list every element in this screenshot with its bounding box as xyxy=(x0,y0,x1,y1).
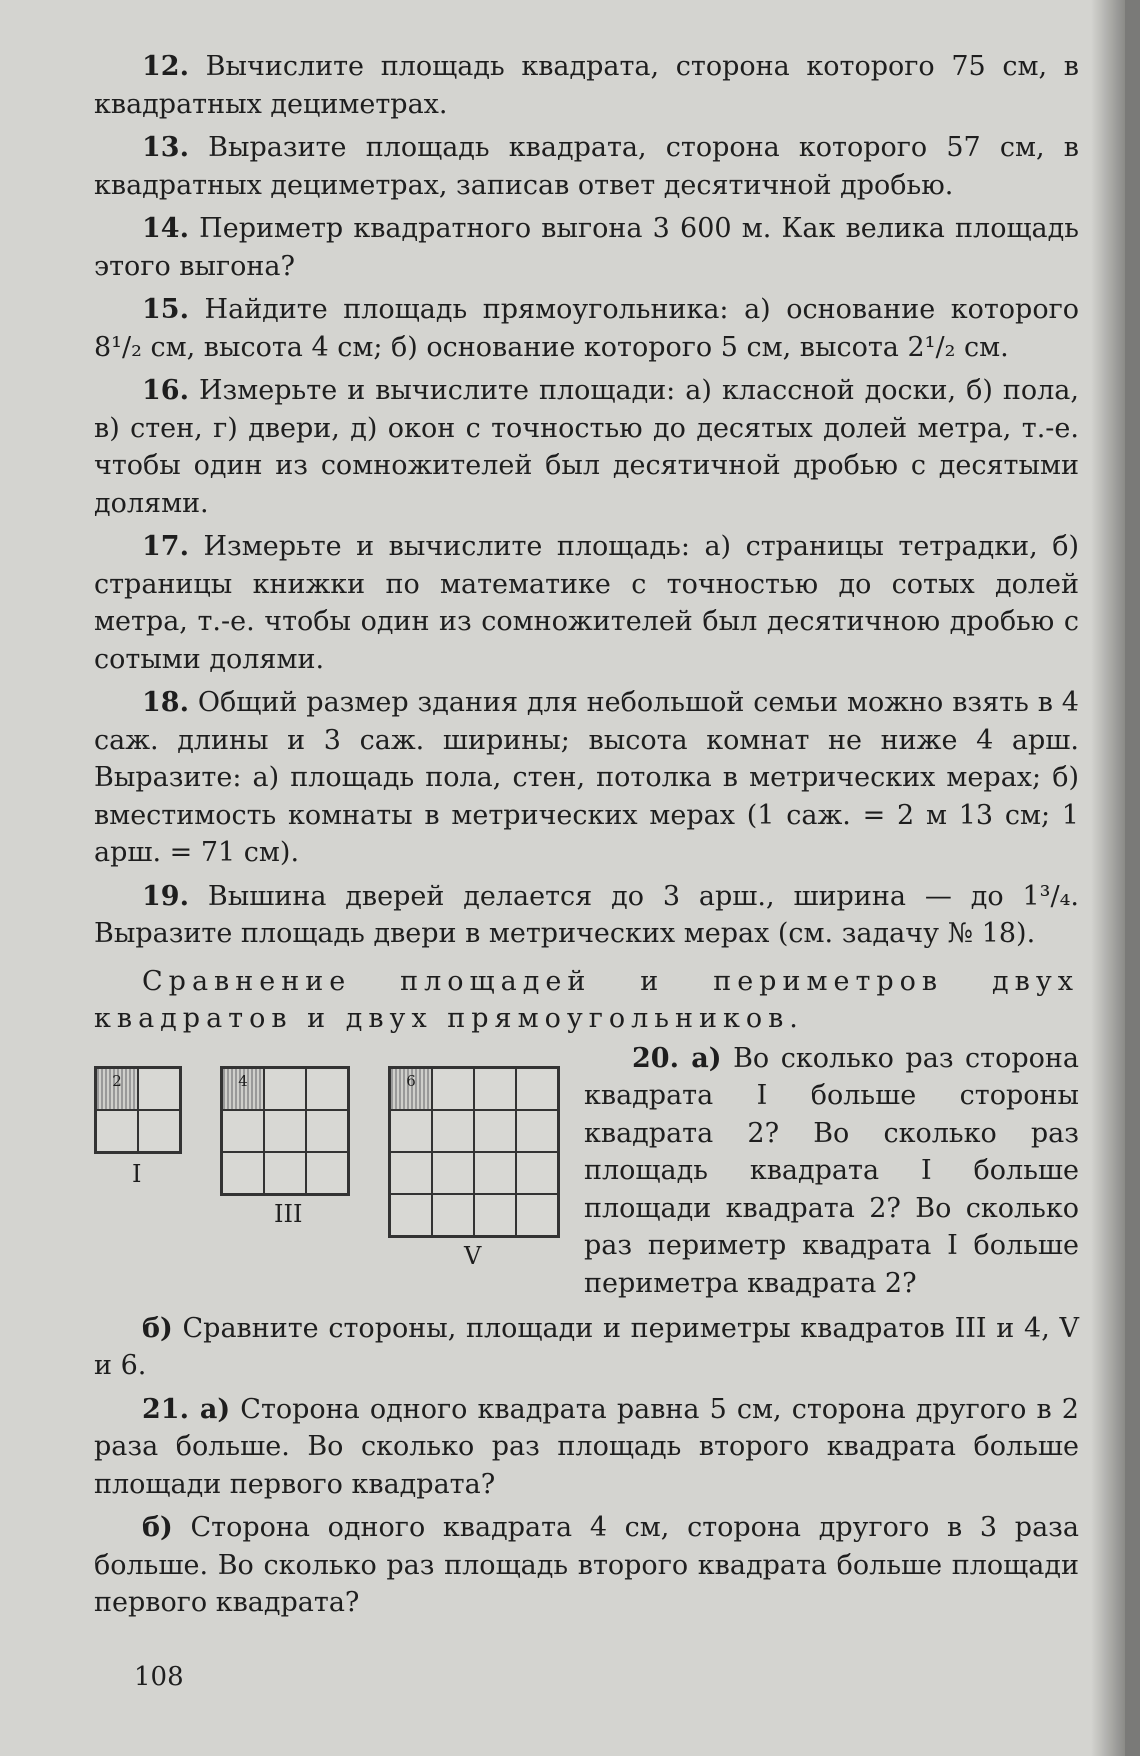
problem-21a xyxy=(94,1391,1079,1504)
problem-20-block xyxy=(94,1040,1079,1310)
figure-label: III xyxy=(274,1199,303,1228)
figure-label: V xyxy=(464,1241,482,1270)
problem-13 xyxy=(94,129,1079,204)
problem-part-label: б) xyxy=(142,1312,173,1344)
problem-text: Сравните стороны, площади и периметры квадратов III и 4, V и 6. xyxy=(94,1312,1079,1381)
square-figure-V xyxy=(388,1066,560,1238)
problem-text: Сторона одного квадрата равна 5 см, сторона другого в 2 раза больше. Во сколько раз площадь второго квадрата больше площади первого квадрата? xyxy=(94,1393,1079,1500)
grid-cell xyxy=(516,1110,558,1152)
grid-cell xyxy=(474,1068,516,1110)
problem-19 xyxy=(94,878,1079,953)
grid-cell xyxy=(474,1152,516,1194)
grid-cell xyxy=(474,1194,516,1236)
problem-number: 17. xyxy=(142,531,189,562)
problem-number: 19. xyxy=(142,880,189,912)
page-text xyxy=(94,48,1079,1628)
unit-cell-shaded: 2 xyxy=(96,1068,138,1110)
grid-cell xyxy=(390,1110,432,1152)
problem-text: Периметр квадратного выгона 3 600 м. Как велика площадь этого выгона? xyxy=(94,213,1079,282)
square-figure-III xyxy=(220,1066,350,1196)
grid-cell xyxy=(138,1068,180,1110)
square-figure-I xyxy=(94,1066,182,1154)
problem-part-label: б) xyxy=(142,1512,173,1543)
grid-cell xyxy=(390,1194,432,1236)
grid-cell xyxy=(474,1110,516,1152)
grid-cell xyxy=(390,1152,432,1194)
problem-text: Во сколько раз сторона квадрата I больше стороны квадрата 2? Во сколько раз площадь квадрата I больше площади квадрата 2? Во сколько раз периметр квадрата I больше периметра квадрата 2? xyxy=(584,1042,1079,1299)
problem-number: 12. xyxy=(142,51,189,82)
grid-cell xyxy=(516,1068,558,1110)
unit-cell-shaded: 6 xyxy=(390,1068,432,1110)
grid-cell xyxy=(96,1110,138,1152)
problem-number: 13. xyxy=(142,132,189,163)
problem-text: Вышина дверей делается до 3 арш., ширина — до 1³/₄. Выразите площадь двери в метрических мерах (см. задачу № 18). xyxy=(94,880,1079,949)
problem-17 xyxy=(94,528,1079,678)
grid-cell xyxy=(306,1152,348,1194)
grid-cell xyxy=(264,1068,306,1110)
grid-cell xyxy=(222,1152,264,1194)
grid-cell xyxy=(306,1068,348,1110)
problem-number: 21. а) xyxy=(142,1393,231,1425)
unit-cell-shaded: 4 xyxy=(222,1068,264,1110)
grid-cell xyxy=(516,1152,558,1194)
problem-number: 16. xyxy=(142,375,189,406)
problem-text: Найдите площадь прямоугольника: а) основание которого 8¹/₂ см, высота 4 см; б) основание которого 5 см, высота 2¹/₂ см. xyxy=(94,294,1079,363)
grid-cell xyxy=(516,1194,558,1236)
problem-12 xyxy=(94,48,1079,123)
problem-text: Вычислите площадь квадрата, сторона которого 75 см, в квадратных дециметрах. xyxy=(94,51,1079,120)
problem-text: Выразите площадь квадрата, сторона которого 57 см, в квадратных дециметрах, записав ответ десятичной дробью. xyxy=(94,132,1079,201)
problem-text: Измерьте и вычислите площадь: а) страницы тетрадки, б) страницы книжки по математике с точностью до сотых долей метра, т.-е. чтобы один из сомножителей был десятичною дробью с сотыми долями. xyxy=(94,531,1079,675)
grid-cell xyxy=(432,1110,474,1152)
problem-18 xyxy=(94,684,1079,872)
problem-21b xyxy=(94,1509,1079,1622)
grid-cell xyxy=(432,1068,474,1110)
problem-text: Сторона одного квадрата 4 см, сторона другого в 3 раза больше. Во сколько раз площадь второго квадрата больше площади первого квадрата? xyxy=(94,1512,1079,1618)
problem-text: Измерьте и вычислите площади: а) классной доски, б) пола, в) стен, г) двери, д) окон с точностью до десятых долей метра, т.-е. чтобы один из сомножителей был десятичной дробью с десятыми долями. xyxy=(94,375,1079,519)
figure-label: I xyxy=(132,1159,142,1188)
problem-number: 14. xyxy=(142,213,189,244)
problem-20-text xyxy=(584,1040,1079,1303)
problem-text: Общий размер здания для небольшой семьи можно взять в 4 саж. длины и 3 саж. ширины; высота комнат не ниже 4 арш. Выразите: а) площадь пола, стен, потолка в метрических мерах; б) вместимость комнаты в метрических мерах (1 саж. = 2 м 13 см; 1 арш. = 71 см). xyxy=(94,687,1079,868)
grid-cell xyxy=(222,1110,264,1152)
page-number: 108 xyxy=(134,1662,184,1692)
problem-16 xyxy=(94,372,1079,522)
square-figures xyxy=(94,1066,584,1286)
problem-15 xyxy=(94,291,1079,366)
grid-cell xyxy=(138,1110,180,1152)
problem-number: 20. а) xyxy=(632,1042,722,1074)
section-heading: Сравнение площадей и периметров двух квадратов и двух прямоугольников. xyxy=(94,965,1079,1034)
grid-cell xyxy=(264,1152,306,1194)
problem-14 xyxy=(94,210,1079,285)
grid-cell xyxy=(432,1194,474,1236)
grid-cell xyxy=(306,1110,348,1152)
problem-number: 18. xyxy=(142,687,189,718)
problem-number: 15. xyxy=(142,294,189,325)
problem-20b xyxy=(94,1310,1079,1385)
grid-cell xyxy=(432,1152,474,1194)
grid-cell xyxy=(264,1110,306,1152)
